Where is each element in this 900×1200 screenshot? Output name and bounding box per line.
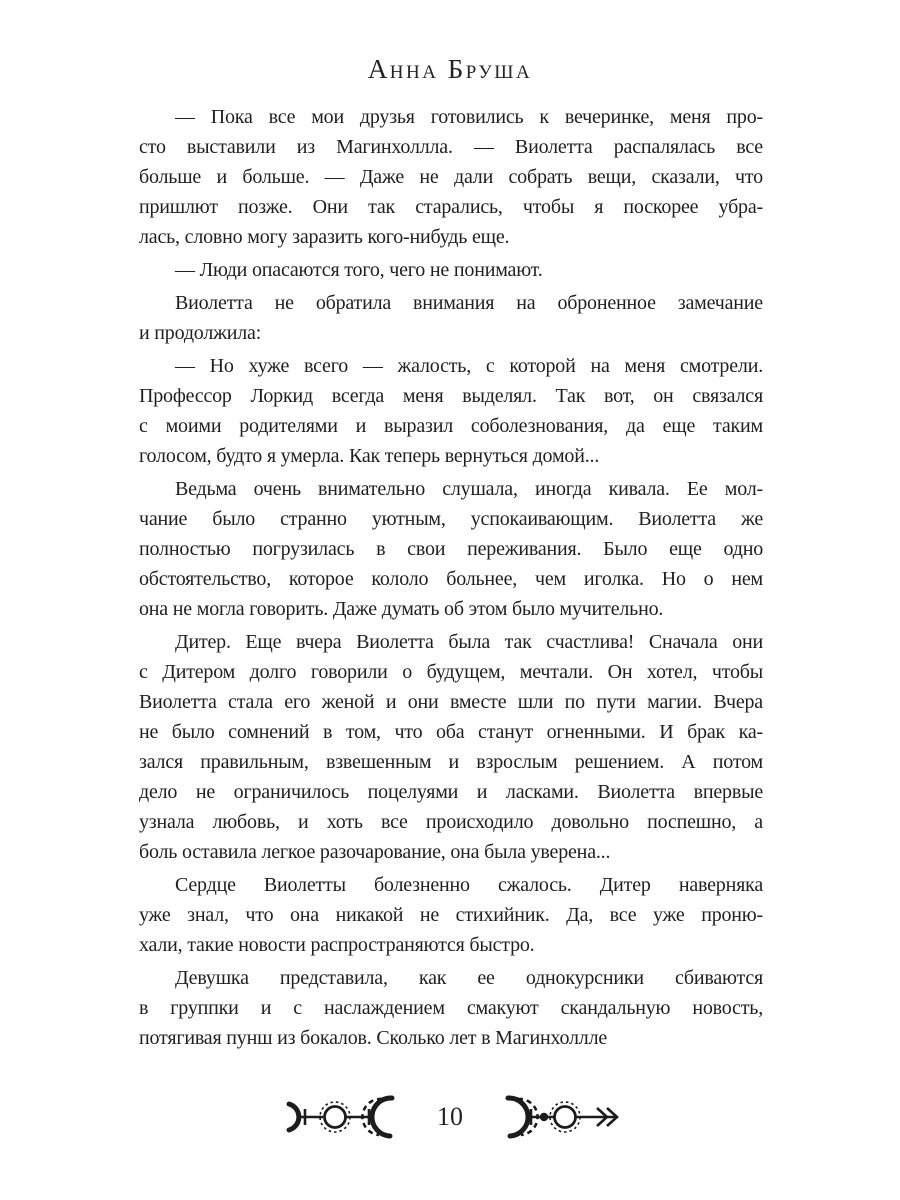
alchemical-divider-left-icon [278, 1094, 396, 1140]
text-line: и продолжила: [139, 322, 262, 344]
text-line: голосом, будто я умерла. Как теперь вернуться домой... [139, 445, 600, 467]
text-line: она не могла говорить. Даже думать об этом было мучительно. [139, 598, 664, 620]
text-line: не было сомнений в том, что оба станут огненными. И брак ка- [139, 721, 763, 743]
text-line: — Пока все мои друзья готовились к вечеринке, меня про- [175, 106, 763, 128]
text-line: с Дитером долго говорили о будущем, мечтали. Он хотел, чтобы [139, 661, 763, 683]
text-line: с моими родителями и выразил соболезнования, да еще таким [139, 415, 763, 437]
text-line: больше и больше. — Даже не дали собрать вещи, сказали, что [139, 166, 763, 188]
text-line: потягивая пунш из бокалов. Сколько лет в Магинхоллле [139, 1027, 608, 1049]
text-line: полностью погрузилась в свои переживания. Было еще одно [139, 538, 763, 560]
page-footer [0, 1094, 900, 1140]
paragraph [139, 870, 763, 960]
paragraph [139, 102, 763, 252]
paragraph [139, 255, 763, 285]
text-line: в группки и с наслаждением смакуют скандальную новость, [139, 997, 763, 1019]
text-line: обстоятельство, которое кололо больнее, чем иголка. Но о нем [139, 568, 763, 590]
text-line: узнала любовь, и хоть все происходило довольно поспешно, а [139, 811, 763, 833]
text-line: Девушка представила, как ее однокурсники сбиваются [175, 967, 763, 989]
text-line: Профессор Лоркид всегда меня выделял. Так вот, он связался [139, 385, 763, 407]
text-line: дело не ограничилось поцелуями и ласками. Виолетта впервые [139, 781, 763, 803]
paragraph [139, 963, 763, 1053]
text-line: боль оставила легкое разочарование, она была уверена... [139, 841, 611, 863]
text-line: чание было странно уютным, успокаивающим. Виолетта же [139, 508, 763, 530]
text-line: Виолетта не обратила внимания на оброненное замечание [175, 292, 763, 314]
text-line: хали, такие новости распространяются быстро. [139, 934, 535, 956]
body-text [139, 102, 763, 1053]
paragraph [139, 474, 763, 624]
text-line: Сердце Виолетты болезненно сжалось. Дитер наверняка [175, 874, 763, 896]
paragraph [139, 351, 763, 471]
text-line: зался правильным, взвешенным и взрослым решением. А потом [139, 751, 763, 773]
text-line: — Люди опасаются того, чего не понимают. [175, 259, 543, 281]
alchemical-divider-right-icon [504, 1094, 622, 1140]
paragraph [139, 627, 763, 867]
text-line: уже знал, что она никакой не стихийник. Да, все уже проню- [139, 904, 763, 926]
text-line: Виолетта стала его женой и они вместе шли по пути магии. Вчера [139, 691, 763, 713]
text-line: лась, словно могу заразить кого-нибудь еще. [139, 226, 510, 248]
text-line: пришлют позже. Они так старались, чтобы я поскорее убра- [139, 196, 763, 218]
text-line: Ведьма очень внимательно слушала, иногда кивала. Ее мол- [175, 478, 763, 500]
page-number: 10 [437, 1102, 463, 1131]
running-header-author: Анна Бруша [367, 54, 533, 84]
paragraph [139, 288, 763, 348]
text-line: Дитер. Еще вчера Виолетта была так счастлива! Сначала они [175, 631, 763, 653]
text-line: сто выставили из Магинхоллла. — Виолетта распалялась все [139, 136, 763, 158]
text-line: — Но хуже всего — жалость, с которой на меня смотрели. [175, 355, 763, 377]
